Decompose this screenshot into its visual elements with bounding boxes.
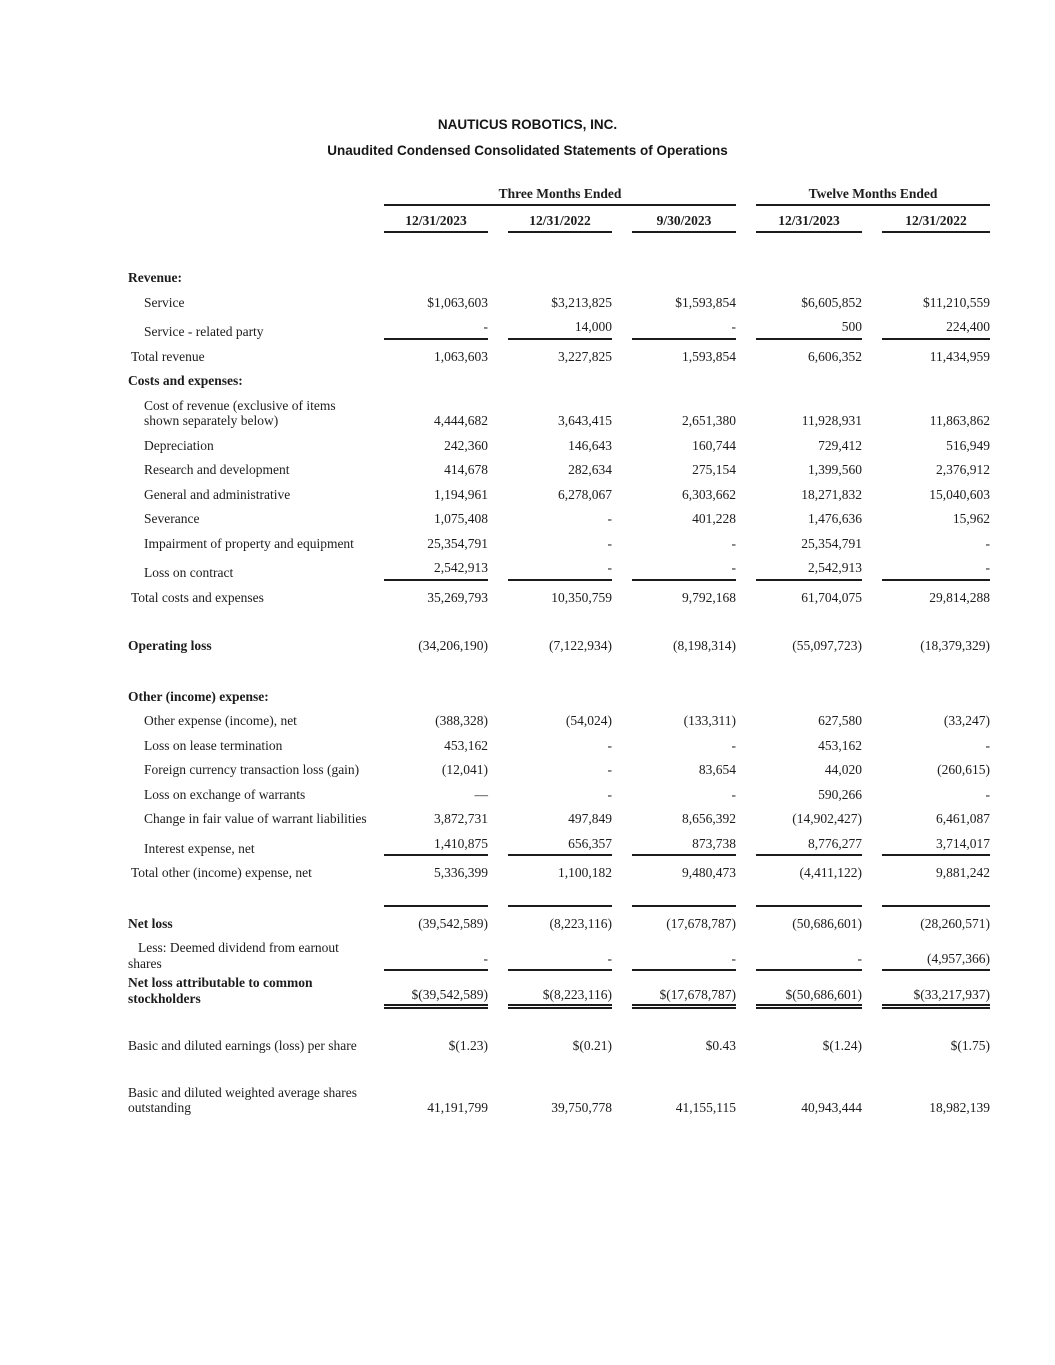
row-label-cell [128, 590, 364, 606]
value-cell: 453,162 [444, 737, 488, 753]
value-cell: - [632, 951, 736, 972]
row-label: Severance [144, 511, 200, 526]
value-cell: - [384, 319, 488, 340]
value-cell: $1,593,854 [675, 294, 736, 310]
value-cell: (33,247) [943, 713, 990, 728]
value-cell: 29,814,288 [929, 589, 990, 605]
value-cell: $6,605,852 [801, 294, 862, 310]
value-cell: $(50,686,601) [756, 987, 862, 1007]
row-label: Service [144, 294, 185, 310]
row-net-loss [128, 905, 990, 932]
value-cell: 2,651,380 [682, 413, 736, 428]
row-label: Revenue: [128, 270, 182, 285]
row-label-cell [128, 811, 367, 827]
column-group-row [128, 187, 990, 206]
value-cell: $(1.75) [950, 1038, 990, 1053]
value-cell: 15,962 [952, 511, 990, 526]
value-cell: 9,881,242 [936, 865, 990, 880]
value-cell: 453,162 [818, 737, 862, 753]
column-header: 12/31/2023 [384, 214, 488, 233]
row-label: Total revenue [131, 348, 205, 364]
column-group-three-months: Three Months Ended [384, 187, 736, 206]
row-label: Total costs and expenses [131, 589, 264, 605]
row-label-cell [128, 916, 364, 932]
row-label-cell [128, 398, 364, 429]
value-cell: 41,155,115 [675, 1100, 736, 1115]
row-loss-on-contract [128, 560, 990, 581]
value-cell: 18,271,832 [801, 486, 862, 502]
value-cell: $1,063,603 [427, 294, 488, 310]
row-general-administrative [128, 487, 990, 503]
row-label-cell [128, 975, 364, 1006]
value-cell: 1,063,603 [434, 348, 488, 364]
value-cell: 25,354,791 [801, 535, 862, 551]
value-cell: 414,678 [444, 462, 488, 477]
value-cell: 5,336,399 [434, 865, 488, 880]
row-loss-lease-termination [128, 738, 990, 754]
row-weighted-shares [128, 1085, 990, 1116]
value-cell: (14,902,427) [792, 811, 862, 826]
value-cell: (54,024) [565, 713, 612, 728]
row-loss-exchange-warrants [128, 787, 990, 803]
value-cell: 160,744 [692, 437, 736, 453]
row-interest-expense [128, 836, 990, 857]
value-cell: - [882, 560, 990, 581]
row-label-cell [128, 738, 364, 754]
row-label: Basic and diluted earnings (loss) per share [128, 1038, 357, 1053]
value-cell: 1,593,854 [682, 348, 736, 364]
row-label: Net loss [128, 915, 173, 931]
value-cell: 224,400 [882, 319, 990, 340]
value-cell: $(8,223,116) [508, 987, 612, 1007]
value-cell: (4,411,122) [799, 865, 862, 880]
row-label-cell [128, 865, 364, 881]
value-cell: 61,704,075 [801, 589, 862, 605]
value-cell: 401,228 [692, 511, 736, 526]
row-impairment [128, 536, 990, 552]
value-cell: 729,412 [818, 437, 862, 453]
value-cell: - [607, 786, 612, 802]
value-cell: - [632, 319, 736, 340]
value-cell: - [632, 560, 736, 581]
row-label: Loss on lease termination [144, 737, 283, 753]
row-label: General and administrative [144, 486, 291, 502]
statements-table [128, 187, 990, 1116]
column-header: 12/31/2022 [508, 214, 612, 233]
value-cell: $(33,217,937) [882, 987, 990, 1007]
row-label-cell [128, 638, 364, 654]
value-cell: 3,227,825 [558, 348, 612, 364]
value-cell: - [607, 535, 612, 551]
value-cell: 39,750,778 [551, 1100, 612, 1115]
row-label: Operating loss [128, 638, 212, 653]
row-label-cell [128, 511, 364, 527]
column-header: 9/30/2023 [632, 214, 736, 233]
value-cell: 25,354,791 [427, 535, 488, 551]
value-cell: 3,872,731 [434, 811, 488, 826]
value-cell: 8,776,277 [756, 836, 862, 857]
row-total-revenue [128, 349, 990, 365]
value-cell: 1,399,560 [808, 462, 862, 477]
value-cell: 2,542,913 [384, 560, 488, 581]
row-label: Loss on contract [144, 565, 234, 580]
row-other-header [128, 689, 990, 705]
value-cell: 10,350,759 [551, 589, 612, 605]
value-cell: - [985, 737, 990, 753]
row-label: Net loss attributable to common stockholders [128, 975, 313, 1006]
row-label: Foreign currency transaction loss (gain) [144, 762, 360, 777]
value-cell: - [384, 951, 488, 972]
row-service [128, 295, 990, 311]
value-cell: (39,542,589) [384, 905, 488, 932]
row-depreciation [128, 438, 990, 454]
row-label: Change in fair value of warrant liabilities [144, 811, 367, 826]
row-label-cell [128, 295, 364, 311]
value-cell: - [756, 951, 862, 972]
value-cell: 41,191,799 [427, 1100, 488, 1115]
statement-title: Unaudited Condensed Consolidated Statements of Operations [327, 143, 728, 158]
value-cell: 275,154 [692, 462, 736, 477]
value-cell: 8,656,392 [682, 811, 736, 826]
value-cell: 656,357 [508, 836, 612, 857]
value-cell: 6,303,662 [682, 486, 736, 502]
row-service-related-party [128, 319, 990, 340]
value-cell: (8,223,116) [508, 905, 612, 932]
value-cell: 6,278,067 [558, 486, 612, 502]
row-severance [128, 511, 990, 527]
row-label: Other expense (income), net [144, 713, 297, 728]
value-cell: 9,480,473 [682, 865, 736, 880]
company-name: NAUTICUS ROBOTICS, INC. [437, 117, 618, 132]
value-cell: (28,260,571) [882, 905, 990, 932]
value-cell: 242,360 [444, 437, 488, 453]
value-cell: (8,198,314) [673, 638, 736, 653]
column-header-row [128, 214, 990, 233]
row-cost-of-revenue [128, 398, 990, 429]
row-label: Service - related party [144, 324, 264, 339]
row-label: Costs and expenses: [128, 373, 243, 388]
value-cell: - [508, 560, 612, 581]
value-cell: 2,542,913 [756, 560, 862, 581]
row-label-cell [128, 841, 364, 857]
value-cell: (260,615) [937, 762, 990, 777]
row-eps [128, 1038, 990, 1054]
row-label: Loss on exchange of warrants [144, 786, 306, 802]
row-label: Other (income) expense: [128, 688, 269, 704]
value-cell: $(39,542,589) [384, 987, 488, 1007]
value-cell: 6,606,352 [808, 348, 862, 364]
row-label: Depreciation [144, 437, 214, 453]
value-cell: 1,410,875 [384, 836, 488, 857]
value-cell: 11,434,959 [929, 348, 990, 364]
value-cell: - [985, 786, 990, 802]
value-cell: (18,379,329) [920, 638, 990, 653]
value-cell: $3,213,825 [551, 294, 612, 310]
value-cell: 1,100,182 [558, 865, 612, 880]
value-cell: 11,863,862 [929, 413, 990, 428]
value-cell: 1,476,636 [808, 511, 862, 526]
value-cell: - [731, 535, 736, 551]
value-cell: 44,020 [824, 762, 862, 777]
value-cell: (7,122,934) [549, 638, 612, 653]
value-cell: 1,075,408 [434, 511, 488, 526]
value-cell: 500 [756, 319, 862, 340]
value-cell: (50,686,601) [756, 905, 862, 932]
row-label: Less: Deemed dividend from earnout shares [128, 940, 339, 971]
row-change-fv-warrants [128, 811, 990, 827]
column-header: 12/31/2022 [882, 214, 990, 233]
value-cell: 4,444,682 [434, 413, 488, 428]
value-cell: - [607, 737, 612, 753]
row-label-cell [128, 1085, 364, 1116]
value-cell: 1,194,961 [434, 486, 488, 502]
row-revenue-header [128, 270, 990, 286]
row-label-cell [128, 349, 364, 365]
row-label-cell [128, 1038, 364, 1054]
value-cell: 40,943,444 [801, 1100, 862, 1115]
value-cell: (133,311) [683, 713, 736, 728]
column-group-twelve-months: Twelve Months Ended [756, 187, 990, 206]
value-cell: 2,376,912 [936, 462, 990, 477]
row-label-cell [128, 787, 364, 803]
value-cell: 146,643 [568, 437, 612, 453]
value-cell: (4,957,366) [882, 951, 990, 972]
row-label-cell [128, 689, 364, 705]
row-label-cell [128, 762, 364, 778]
value-cell: 3,643,415 [558, 413, 612, 428]
row-foreign-currency [128, 762, 990, 778]
row-label-cell [128, 373, 364, 389]
row-label: Research and development [144, 462, 290, 477]
value-cell: (55,097,723) [792, 638, 862, 653]
column-header: 12/31/2023 [756, 214, 862, 233]
value-cell: $0.43 [705, 1038, 736, 1053]
value-cell: - [731, 786, 736, 802]
value-cell: $11,210,559 [923, 294, 990, 310]
row-label-cell [128, 565, 364, 581]
value-cell: 15,040,603 [929, 486, 990, 502]
row-label-cell [128, 536, 364, 552]
row-label-cell [128, 270, 364, 286]
value-cell: 6,461,087 [936, 811, 990, 826]
row-label-cell [128, 324, 364, 340]
value-cell: 627,580 [818, 713, 862, 728]
value-cell: 18,982,139 [929, 1100, 990, 1115]
row-other-expense-net [128, 713, 990, 729]
value-cell: - [731, 737, 736, 753]
value-cell: 497,849 [568, 811, 612, 826]
value-cell: 590,266 [818, 786, 862, 802]
value-cell: (12,041) [441, 762, 488, 777]
row-label-cell [128, 713, 364, 729]
row-label: Impairment of property and equipment [144, 535, 354, 551]
row-label-cell [128, 462, 364, 478]
value-cell: (17,678,787) [632, 905, 736, 932]
value-cell: 35,269,793 [427, 589, 488, 605]
value-cell: 9,792,168 [682, 589, 736, 605]
row-less-deemed-dividend [128, 940, 990, 971]
row-label-cell [128, 940, 364, 971]
value-cell: - [607, 762, 612, 777]
value-cell: $(0.21) [572, 1038, 612, 1053]
row-label-cell [128, 438, 364, 454]
row-operating-loss [128, 638, 990, 654]
value-cell: 11,928,931 [801, 413, 862, 428]
row-label: Basic and diluted weighted average shares outstanding [128, 1084, 358, 1115]
row-total-costs [128, 590, 990, 606]
row-total-other [128, 865, 990, 881]
value-cell: - [508, 951, 612, 972]
row-label: Cost of revenue (exclusive of items shown separately below) [144, 397, 336, 428]
row-costs-header [128, 373, 990, 389]
value-cell: 3,714,017 [882, 836, 990, 857]
row-net-loss-attributable [128, 975, 990, 1006]
value-cell: (34,206,190) [418, 638, 488, 653]
value-cell: $(1.23) [448, 1038, 488, 1053]
row-label: Total other (income) expense, net [131, 865, 312, 880]
value-cell: 14,000 [508, 319, 612, 340]
value-cell: - [985, 535, 990, 551]
value-cell: (388,328) [435, 713, 488, 728]
value-cell: — [474, 786, 488, 802]
row-label: Interest expense, net [144, 840, 255, 856]
value-cell: - [607, 511, 612, 526]
value-cell: 873,738 [632, 836, 736, 857]
value-cell: $(1.24) [822, 1038, 862, 1053]
row-research-development [128, 462, 990, 478]
row-label-cell [128, 487, 364, 503]
value-cell: 282,634 [568, 462, 612, 477]
value-cell: 83,654 [698, 762, 736, 777]
value-cell: $(17,678,787) [632, 987, 736, 1007]
value-cell: 516,949 [946, 437, 990, 453]
